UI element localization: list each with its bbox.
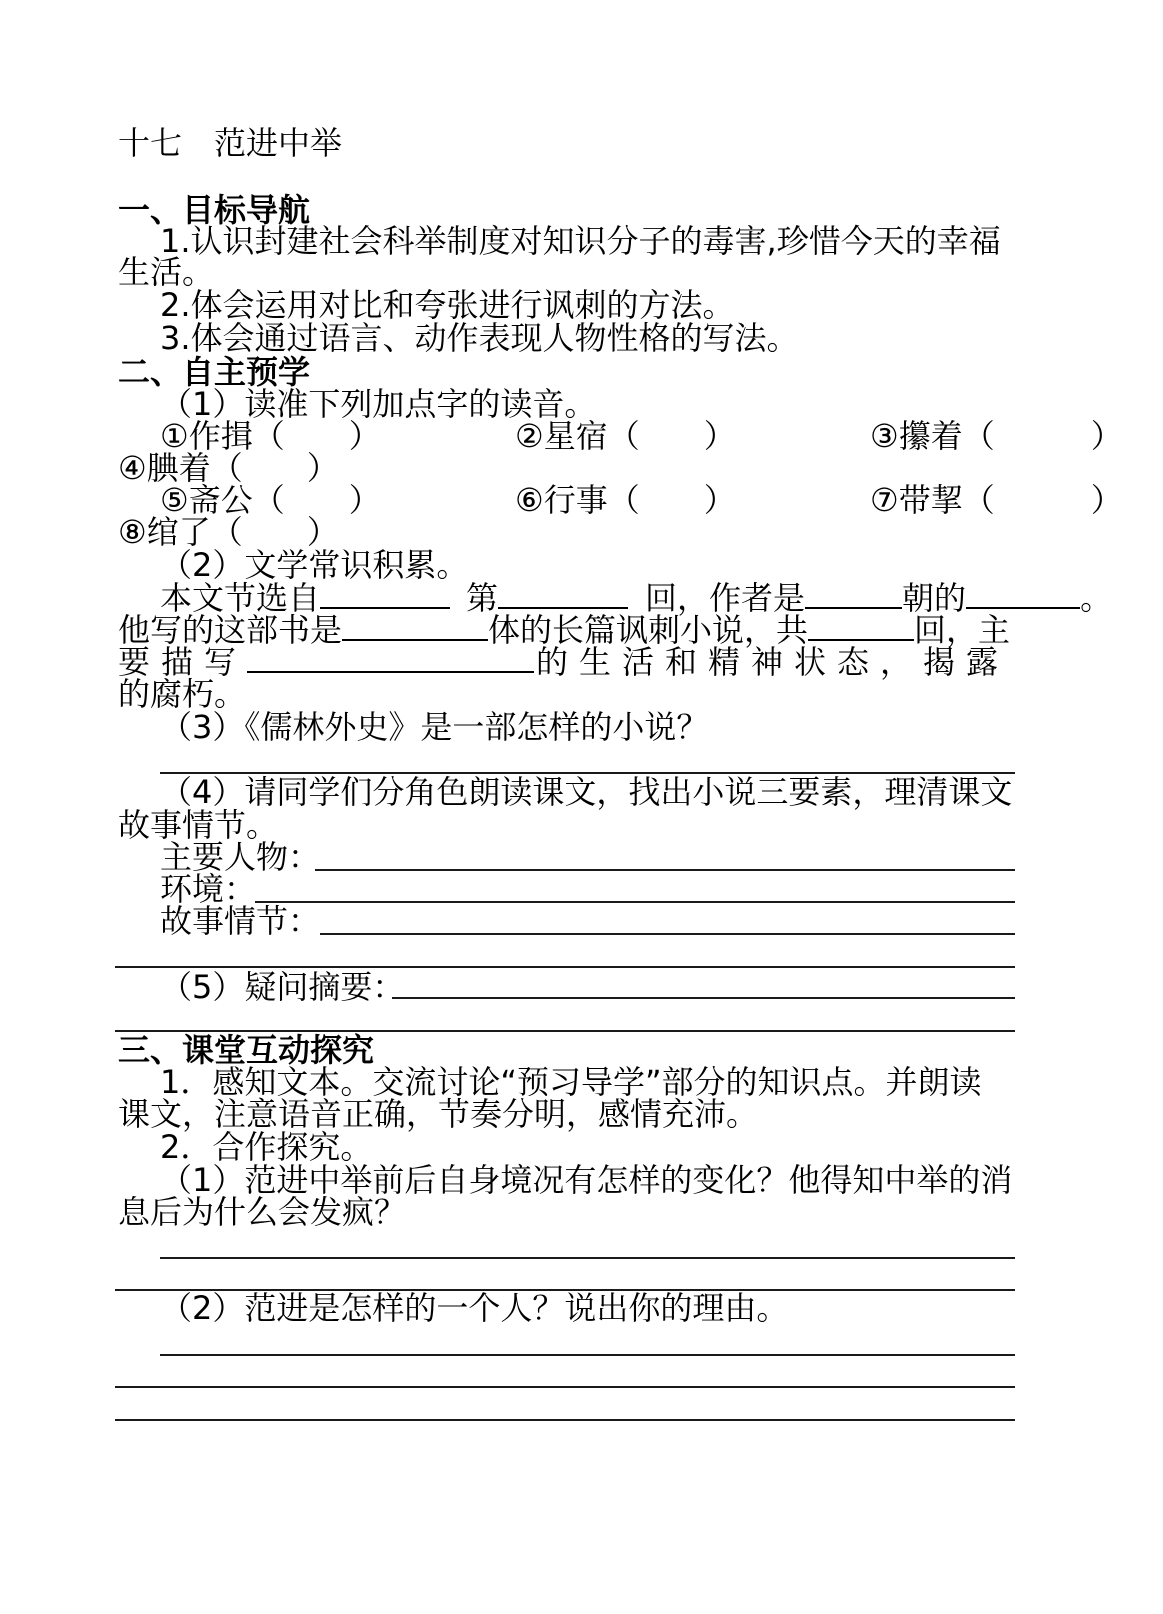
fill-text: 第 <box>466 579 499 617</box>
question-prompt-change-continued: 息后为什么会发疯？ <box>118 1193 407 1231</box>
question-prompt-change: （1）范进中举前后自身境况有怎样的变化？他得知中举的消 <box>160 1161 1013 1199</box>
field-label-plot: 故事情节： <box>160 902 321 940</box>
field-label-setting: 环境： <box>160 870 257 908</box>
activity-text-1-continued: 课文，注意语音正确，节奏分明，感情充沛。 <box>118 1095 759 1133</box>
activity-text-1: 1．感知文本。交流讨论“预习导学”部分的知识点。并朗读 <box>160 1063 982 1101</box>
activity-text-2: 2．合作探究。 <box>160 1128 373 1166</box>
fill-blank <box>247 670 534 673</box>
fill-text: 。 <box>1080 579 1113 617</box>
pronunciation-item-6: ⑥行事（ ） <box>515 481 736 519</box>
question-prompt-literature: （2）文学常识积累。 <box>160 546 469 584</box>
answer-line <box>160 1354 1015 1356</box>
field-label-characters: 主要人物： <box>160 838 321 876</box>
answer-line <box>160 1257 1015 1259</box>
pronunciation-item-4: ④腆着（ ） <box>118 449 339 487</box>
pronunciation-item-7: ⑦带挈（ ） <box>870 481 1123 519</box>
fill-blank <box>342 638 488 641</box>
objective-item-2: 2.体会运用对比和夸张进行讽刺的方法。 <box>160 286 735 324</box>
answer-line <box>392 997 1015 999</box>
question-prompt-story-elements: （4）请同学们分角色朗读课文，找出小说三要素，理清课文 <box>160 773 1013 811</box>
answer-line <box>115 1386 1015 1388</box>
fill-text: 体的长篇讽刺小说，共 <box>488 611 809 649</box>
literature-fill-line-3 <box>118 644 1009 680</box>
fill-text: 回，主 <box>914 611 1011 649</box>
objective-item-3: 3.体会通过语言、动作表现人物性格的写法。 <box>160 319 799 357</box>
literature-fill-line-4: 的腐朽。 <box>118 675 247 713</box>
pronunciation-item-2: ②星宿（ ） <box>515 417 736 455</box>
fill-text: 本文节选自 <box>160 579 321 617</box>
answer-line <box>320 933 1015 935</box>
answer-line <box>315 869 1015 871</box>
objective-item-1-continued: 生活。 <box>118 253 215 291</box>
fill-text: 回，作者是 <box>645 579 806 617</box>
pronunciation-item-5: ⑤斋公（ ） <box>160 481 381 519</box>
fill-blank <box>808 638 914 641</box>
fill-blank <box>320 606 450 609</box>
section-heading-objectives: 一、目标导航 <box>118 191 311 229</box>
fill-blank <box>498 606 628 609</box>
fill-text: 朝的 <box>902 579 967 617</box>
objective-item-1: 1.认识封建社会科举制度对知识分子的毒害,珍惜今天的幸福 <box>160 222 1001 260</box>
document-title: 十七 范进中举 <box>118 124 343 162</box>
field-label-questions: （5）疑问摘要： <box>160 968 405 1006</box>
pronunciation-item-1: ①作揖（ ） <box>160 417 381 455</box>
question-prompt-character: （2）范进是怎样的一个人？说出你的理由。 <box>160 1289 789 1327</box>
fill-text: 的生活和精神状态，揭露 <box>536 643 1010 681</box>
answer-line <box>115 1419 1015 1421</box>
pronunciation-item-8: ⑧绾了（ ） <box>118 513 339 551</box>
question-prompt-story-elements-continued: 故事情节。 <box>118 806 279 844</box>
question-prompt-pronunciation: （1）读准下列加点字的读音。 <box>160 385 597 423</box>
fill-blank <box>966 606 1080 609</box>
section-heading-preview: 二、自主预学 <box>118 353 311 391</box>
pronunciation-item-3: ③攥着（ ） <box>870 417 1123 455</box>
fill-blank <box>805 606 902 609</box>
question-prompt-novel: （3）《儒林外史》是一部怎样的小说？ <box>160 708 709 746</box>
section-heading-classroom: 三、课堂互动探究 <box>118 1031 375 1069</box>
answer-line <box>255 901 1015 903</box>
fill-text: 要描写 <box>118 643 248 681</box>
fill-text: 他写的这部书是 <box>118 611 343 649</box>
